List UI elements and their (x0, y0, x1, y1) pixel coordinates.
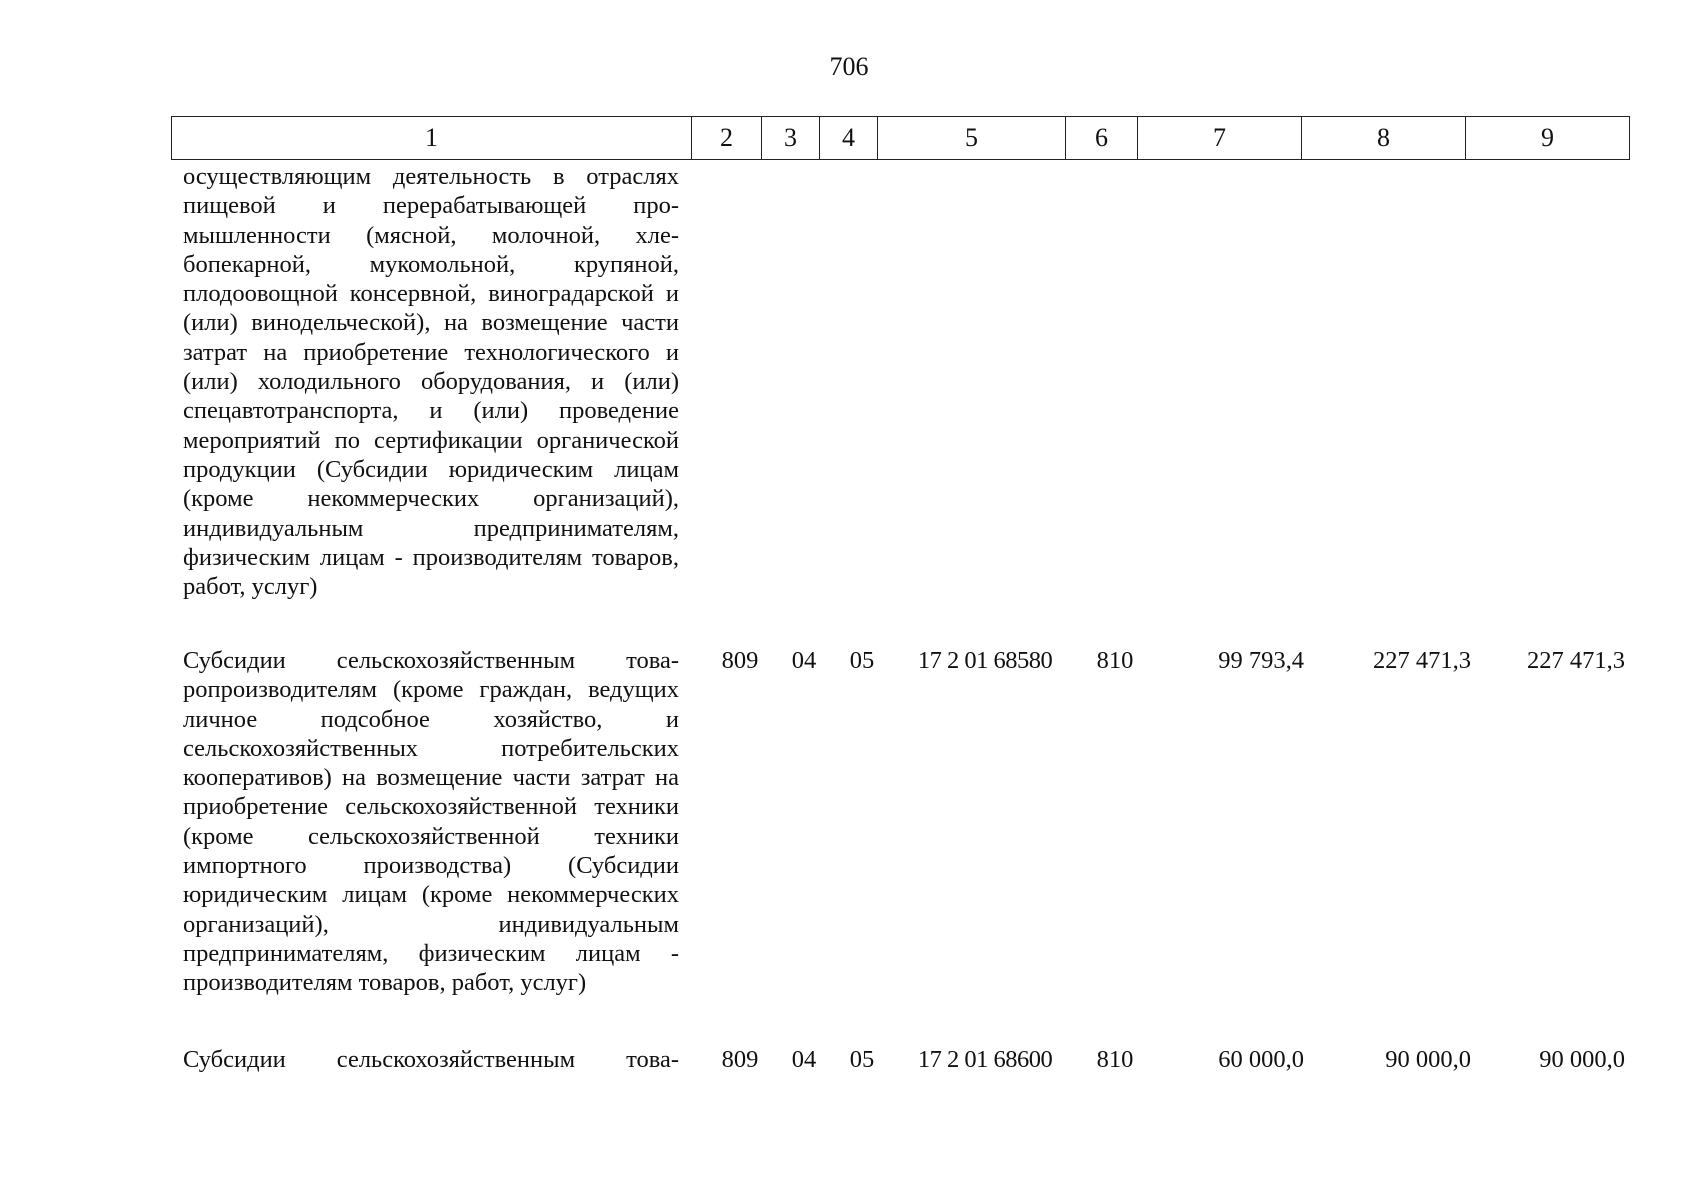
row-description: Субсидии сельскохозяйственным товаропроизводителям (кроме граждан, ведущих личное подсобное хозяйство, и сельскохозяйственных потребительских кооперативов) на возмещение части затрат на приобретение сельскохозяйственной техники (кроме сельскохозяйственной техники импортного производства) (Субсидии юридическим лицам (кроме некоммерческих организаций), индивидуальным предпринимателям, физическим лицам - производителям товаров, работ, услуг) (183, 647, 679, 997)
cell-section: 04 (791, 647, 817, 674)
row-description: Субсидии сельскохозяйственным това- (183, 1046, 679, 1073)
cell-amount-col7: 60 000,0 (1218, 1046, 1304, 1073)
cell-amount-col9: 90 000,0 (1539, 1046, 1625, 1073)
cell-expense-type: 810 (1096, 647, 1134, 674)
cell-amount-col8: 227 471,3 (1373, 647, 1471, 674)
cell-expense-type: 810 (1096, 1046, 1134, 1073)
header-col-4: 4 (820, 117, 878, 160)
header-col-3: 3 (762, 117, 820, 160)
cell-code-admin: 809 (721, 1046, 759, 1073)
cell-amount-col9: 227 471,3 (1527, 647, 1625, 674)
cell-target-article: 17 2 01 68600 (917, 1046, 1053, 1073)
header-col-6: 6 (1066, 117, 1138, 160)
cell-amount-col8: 90 000,0 (1385, 1046, 1471, 1073)
header-col-2: 2 (692, 117, 762, 160)
cell-subsection: 05 (849, 647, 875, 674)
cell-amount-col7: 99 793,4 (1218, 647, 1304, 674)
header-col-7: 7 (1138, 117, 1302, 160)
header-col-8: 8 (1302, 117, 1466, 160)
header-col-1: 1 (172, 117, 692, 160)
header-col-9: 9 (1466, 117, 1630, 160)
header-col-5: 5 (878, 117, 1066, 160)
cell-code-admin: 809 (721, 647, 759, 674)
cell-section: 04 (791, 1046, 817, 1073)
cell-target-article: 17 2 01 68580 (917, 647, 1053, 674)
table-header (171, 116, 1630, 160)
row-description: осуществляющим деятельность в отраслях пищевой и перерабатывающей промышленности (мясной, молочной, хлебопекарной, мукомольной, крупяной, плодоовощной консервной, виноградарской и (или) винодельческой), на возмещение части затрат на приобретение технологического и (или) холодильного оборудования, и (или) спецавтотранспорта, и (или) проведение мероприятий по сертификации органической продукции (Субсидии юридическим лицам (кроме некоммерческих организаций), индивидуальным предпринимателям, физическим лицам - производителям товаров, работ, услуг) (183, 163, 679, 601)
page-number: 706 (829, 52, 869, 81)
cell-subsection: 05 (849, 1046, 875, 1073)
